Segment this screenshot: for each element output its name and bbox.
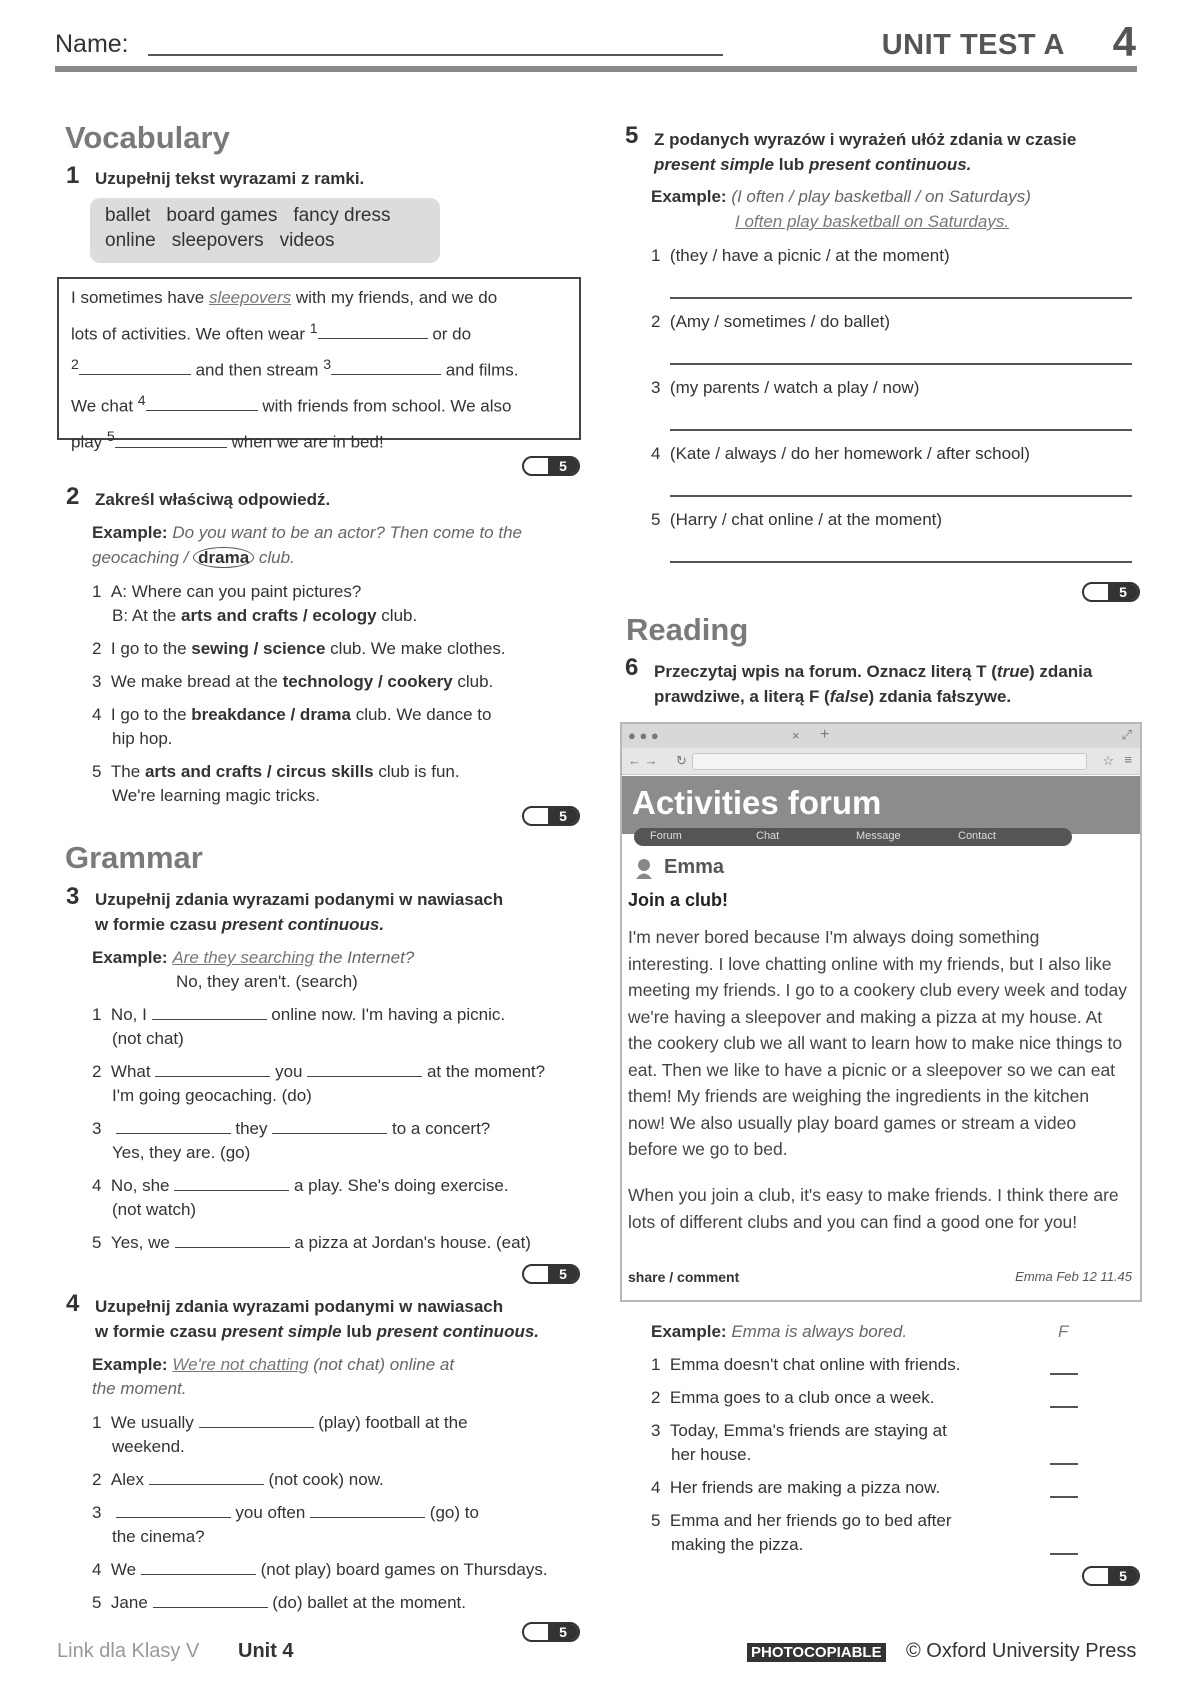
ex6-instruction-l2	[654, 684, 1011, 709]
score-box[interactable]	[522, 456, 580, 476]
tf-answer-gap[interactable]	[1050, 1496, 1078, 1498]
item-text: Jane	[110, 1593, 148, 1612]
item-text: online now. I'm having a picnic.	[271, 1005, 506, 1024]
choice-options[interactable]: breakdance / drama	[191, 705, 351, 724]
instruction-text: prawdziwe, a literą F (	[654, 687, 830, 706]
word: sleepovers	[171, 230, 264, 251]
text: and films.	[441, 360, 519, 380]
name-label: Name:	[55, 30, 129, 58]
ex4-item-4	[92, 1558, 548, 1582]
item-number: 3	[92, 1119, 102, 1138]
text: I sometimes have	[71, 288, 209, 307]
answer-gap[interactable]	[116, 1517, 231, 1518]
answer-gap[interactable]	[199, 1427, 314, 1428]
item-number: 1	[92, 1413, 102, 1432]
ex5-example-line2	[735, 210, 1009, 234]
name-line	[148, 54, 723, 56]
item-text: club. We make clothes.	[325, 639, 506, 658]
example-text: (not chat) online at	[308, 1355, 455, 1374]
ex6-number: 6	[625, 654, 639, 681]
example-label: Example:	[92, 523, 168, 542]
instruction-text: Przeczytaj wpis na forum. Oznacz literą T (	[654, 662, 997, 681]
item-text: you	[275, 1062, 303, 1081]
item-number: 1	[651, 246, 661, 265]
item-text: Emma and her friends go to bed after	[669, 1511, 952, 1530]
nav-forum[interactable]: Forum	[650, 830, 682, 842]
forum-banner	[622, 776, 1140, 834]
ex2-example-line2	[92, 546, 295, 570]
item-text: Emma doesn't chat online with friends.	[669, 1355, 961, 1374]
ex4-item-1b: weekend.	[112, 1437, 185, 1456]
item-number: 2	[651, 1388, 661, 1407]
photocopiable-badge: PHOTOCOPIABLE	[747, 1643, 886, 1662]
item-number: 3	[651, 1421, 661, 1440]
reading-title: Reading	[626, 612, 749, 647]
word: videos	[279, 230, 335, 251]
item-text: We usually	[110, 1413, 194, 1432]
item-text: club is fun.	[373, 762, 460, 781]
forum-nav	[634, 828, 1072, 846]
item-text: Alex	[110, 1470, 144, 1489]
nav-contact[interactable]: Contact	[958, 830, 996, 842]
example-label: Example:	[651, 1322, 727, 1341]
post-paragraph-1: I'm never bored because I'm always doing something interesting. I love chatting online with my friends, but I also like meeting my friends. I go to a cookery club every week and today we're having a sleepover and making a pizza at my house. At the cookery club we all want to learn how to make nice things to eat. Then we like to have a picnic or a sleepover so we can eat them! My friends are weighing the ingredients in the kitchen now! We also usually play board games or stream a video before we go to bed.	[628, 927, 1128, 1159]
forum-title: Activities forum	[632, 784, 882, 821]
ex2-item-2	[92, 637, 506, 661]
window-controls-icon[interactable]: ● ● ●	[628, 728, 659, 743]
answer-gap[interactable]	[174, 1190, 289, 1191]
post-paragraph-2: When you join a club, it's easy to make friends. I think there are lots of different clubs and you can find a good one for you!	[628, 1185, 1119, 1232]
ex6-item-5	[651, 1509, 952, 1533]
ex3-item-5	[92, 1231, 531, 1255]
ex5-item-1	[651, 244, 950, 268]
ex3-item-4	[92, 1174, 509, 1198]
item-number: 4	[651, 444, 661, 463]
ex5-item-3	[651, 376, 919, 400]
item-number: 2	[92, 639, 102, 658]
answer-line[interactable]	[670, 297, 1132, 299]
text: with friends from school. We also	[257, 396, 512, 416]
gap-4[interactable]	[146, 410, 258, 411]
answer-gap[interactable]	[153, 1607, 268, 1608]
score-value: 5	[548, 1624, 578, 1640]
item-text: (do) ballet at the moment.	[272, 1593, 466, 1612]
ex4-item-3b: the cinema?	[112, 1527, 205, 1546]
word: online	[105, 230, 156, 251]
answer-gap[interactable]	[116, 1133, 231, 1134]
ex3-item-1	[92, 1003, 505, 1027]
score-box[interactable]	[522, 1622, 580, 1642]
example-answer: I often play basketball on Saturdays.	[735, 212, 1010, 231]
gap-1[interactable]	[318, 338, 428, 339]
item-text: (go) to	[429, 1503, 479, 1522]
item-text: The	[110, 762, 145, 781]
item-text: to a concert?	[391, 1119, 491, 1138]
ex1-instruction: Uzupełnij tekst wyrazami z ramki.	[95, 169, 365, 188]
instruction-text: present continuous.	[376, 1322, 540, 1341]
post-subject: Join a club!	[628, 890, 729, 910]
item-text: club.	[376, 606, 418, 625]
ex5-item-5	[651, 508, 942, 532]
tf-answer-gap[interactable]	[1050, 1406, 1078, 1408]
example-answer: sleepovers	[208, 288, 292, 307]
ex1-text-box	[57, 277, 581, 452]
post-timestamp: Emma Feb 12 11.45	[1015, 1269, 1132, 1284]
ex3-instruction-l1: Uzupełnij zdania wyrazami podanymi w nawiasach	[95, 890, 504, 909]
ex1-number: 1	[66, 162, 80, 189]
grammar-title: Grammar	[65, 840, 203, 875]
item-text: (they / have a picnic / at the moment)	[669, 246, 950, 265]
ex6-item-1	[651, 1353, 960, 1377]
unit-number: 4	[1112, 18, 1136, 65]
ex3-item-2	[92, 1060, 545, 1084]
ex4-instruction-l2	[95, 1319, 539, 1344]
item-number: 4	[651, 1478, 661, 1497]
ex4-item-1	[92, 1411, 468, 1435]
item-text: No, I	[110, 1005, 147, 1024]
url-field[interactable]	[692, 753, 1087, 770]
item-text: B: At the	[112, 606, 181, 625]
close-tab-icon[interactable]: ×	[792, 728, 800, 743]
answer-gap[interactable]	[175, 1247, 290, 1248]
item-number: 3	[651, 378, 661, 397]
example-text: the moment.	[92, 1379, 187, 1398]
score-value: 5	[548, 808, 578, 824]
ex6-item-4	[651, 1476, 940, 1500]
example-text: the Internet?	[314, 948, 415, 967]
example-text: Emma is always bored.	[731, 1322, 908, 1341]
ex5-number: 5	[625, 122, 639, 149]
choice-options[interactable]: sewing / science	[191, 639, 326, 658]
tf-answer-gap[interactable]	[1050, 1373, 1078, 1375]
item-number: 4	[92, 1560, 102, 1579]
text: play	[71, 432, 107, 452]
instruction-text: ) zdania fałszywe.	[868, 687, 1012, 706]
ex3-item-2b: I'm going geocaching. (do)	[112, 1086, 312, 1105]
instruction-text: present continuous.	[808, 155, 972, 174]
example-label: Example:	[651, 187, 727, 206]
item-number: 3	[92, 672, 102, 691]
text: or do	[427, 324, 472, 344]
vocabulary-title: Vocabulary	[65, 120, 230, 155]
answer-gap[interactable]	[272, 1133, 387, 1134]
back-forward-icon[interactable]: ← →	[628, 753, 658, 768]
item-text: What	[110, 1062, 151, 1081]
star-icon[interactable]: ☆	[1102, 753, 1114, 768]
word-box	[90, 198, 440, 263]
score-box[interactable]	[1082, 582, 1140, 602]
footer-publisher: © Oxford University Press	[906, 1640, 1137, 1662]
item-text: We make bread at the	[110, 672, 283, 691]
ex6-example	[651, 1320, 907, 1344]
answer-gap[interactable]	[155, 1076, 270, 1077]
footer-unit: Unit 4	[238, 1640, 294, 1662]
ex3-number: 3	[66, 883, 80, 910]
ex4-example-line1	[92, 1353, 454, 1377]
nav-message[interactable]: Message	[856, 830, 901, 842]
ex4-example-line2	[92, 1377, 187, 1401]
example-text: geocaching /	[92, 548, 194, 567]
word: ballet	[105, 205, 151, 226]
item-number: 4	[92, 1176, 102, 1195]
ex3-item-3b: Yes, they are. (go)	[112, 1143, 251, 1162]
tf-answer-gap[interactable]	[1050, 1553, 1078, 1555]
example-label: Example:	[92, 1355, 168, 1374]
item-text: (Amy / sometimes / do ballet)	[669, 312, 891, 331]
nav-chat[interactable]: Chat	[756, 830, 780, 842]
ex3-example-line2: No, they aren't. (search)	[176, 972, 358, 991]
item-number: 4	[92, 705, 102, 724]
item-text: they	[235, 1119, 268, 1138]
ex3-example-line1	[92, 946, 414, 970]
new-tab-icon[interactable]: +	[820, 726, 830, 743]
gap-2[interactable]	[79, 374, 191, 375]
instruction-text: true	[996, 662, 1030, 681]
item-number: 2	[92, 1470, 102, 1489]
ex3-instruction-l2	[95, 912, 384, 937]
header-rule	[55, 66, 1137, 72]
ex2-item-4b: hip hop.	[112, 729, 173, 748]
share-comment-link[interactable]: share / comment	[628, 1269, 740, 1285]
item-number: 5	[92, 1233, 102, 1252]
browser-address-bar	[622, 748, 1140, 775]
item-text: A: Where can you paint pictures?	[110, 582, 362, 601]
score-value: 5	[548, 1266, 578, 1282]
ex2-item-3	[92, 670, 493, 694]
ex4-item-2	[92, 1468, 384, 1492]
ex4-item-3	[92, 1501, 479, 1525]
item-text: (play) football at the	[318, 1413, 468, 1432]
post-author: Emma	[664, 856, 725, 878]
footer-course: Link dla Klasy V	[57, 1640, 200, 1662]
instruction-text: lub	[774, 155, 809, 174]
example-answer: We're not chatting	[172, 1355, 309, 1374]
ex5-item-2	[651, 310, 890, 334]
choice-options[interactable]: arts and crafts / ecology	[181, 606, 377, 625]
item-text: I go to the	[110, 705, 192, 724]
menu-icon[interactable]: ≡	[1124, 752, 1132, 767]
ex6-instruction-l1	[654, 659, 1092, 684]
ex2-item-5b: We're learning magic tricks.	[112, 786, 320, 805]
ex6-item-5b: making the pizza.	[671, 1535, 804, 1554]
item-text: at the moment?	[426, 1062, 546, 1081]
item-number: 5	[92, 762, 102, 781]
instruction-text: present simple	[654, 155, 774, 174]
ex2-number: 2	[66, 483, 80, 510]
tf-answer-gap[interactable]	[1050, 1463, 1078, 1465]
item-text: Her friends are making a pizza now.	[669, 1478, 941, 1497]
score-box[interactable]	[522, 806, 580, 826]
ex4-instruction-l1: Uzupełnij zdania wyrazami podanymi w nawiasach	[95, 1297, 504, 1316]
text: We chat	[71, 396, 138, 416]
item-number: 5	[651, 1511, 661, 1530]
item-text: I go to the	[110, 639, 192, 658]
item-text: We	[110, 1560, 137, 1579]
text: when we are in bed!	[226, 432, 384, 452]
ex3-item-4b: (not watch)	[112, 1200, 197, 1219]
ex6-item-2	[651, 1386, 935, 1410]
answer-line[interactable]	[670, 495, 1132, 497]
item-number: 3	[92, 1503, 102, 1522]
text: with my friends, and we do	[291, 288, 498, 307]
item-text: (my parents / watch a play / now)	[669, 378, 920, 397]
item-text: No, she	[110, 1176, 170, 1195]
ex2-item-5	[92, 760, 460, 784]
ex2-item-4	[92, 703, 491, 727]
example-text: club.	[254, 548, 295, 567]
item-number: 5	[651, 510, 661, 529]
example-label: Example:	[92, 948, 168, 967]
instruction-text: w formie czasu	[95, 1322, 222, 1341]
answer-gap[interactable]	[307, 1076, 422, 1077]
example-text: Do you want to be an actor? Then come to the	[172, 523, 522, 542]
item-number: 1	[92, 1005, 102, 1024]
circled-answer: drama	[193, 547, 254, 568]
word: board games	[166, 205, 278, 226]
ex2-item-1	[92, 580, 361, 604]
item-number: 1	[651, 1355, 661, 1374]
text: lots of activities. We often wear	[71, 324, 310, 344]
choice-options[interactable]: arts and crafts / circus skills	[144, 762, 374, 781]
ex6-example-answer: F	[1058, 1322, 1069, 1341]
ex5-instruction-l1: Z podanych wyrazów i wyrażeń ułóż zdania w czasie	[654, 130, 1077, 149]
item-number: 1	[92, 582, 102, 601]
instruction-text: ) zdania	[1029, 662, 1093, 681]
score-box[interactable]	[522, 1264, 580, 1284]
gap-number: 2	[71, 356, 79, 373]
score-value: 5	[1108, 584, 1138, 600]
instruction-text: lub	[341, 1322, 377, 1341]
ex5-example-line1	[651, 185, 1031, 209]
score-value: 5	[1108, 1568, 1138, 1584]
ex4-item-5	[92, 1591, 466, 1615]
item-text: Emma goes to a club once a week.	[669, 1388, 935, 1407]
item-text: a play. She's doing exercise.	[293, 1176, 509, 1195]
choice-options[interactable]: technology / cookery	[282, 672, 453, 691]
ex3-item-1b: (not chat)	[112, 1029, 184, 1048]
ex4-number: 4	[66, 1290, 80, 1317]
ex6-item-3	[651, 1419, 947, 1443]
item-text: club. We dance to	[350, 705, 492, 724]
instruction-text: present simple	[221, 1322, 342, 1341]
unit-title: UNIT TEST A	[881, 29, 1065, 61]
instruction-text: false	[829, 687, 869, 706]
text: and then stream	[190, 360, 324, 380]
score-value: 5	[548, 458, 578, 474]
ex3-item-3	[92, 1117, 490, 1141]
gap-number: 5	[106, 428, 115, 445]
instruction-text: w formie czasu	[95, 915, 222, 934]
ex2-example-line1	[92, 521, 522, 545]
browser-tab-bar	[622, 724, 1140, 748]
gap-5[interactable]	[115, 447, 227, 448]
word: fancy dress	[293, 205, 391, 226]
answer-gap[interactable]	[310, 1517, 425, 1518]
item-text: Today, Emma's friends are staying at	[669, 1421, 947, 1440]
answer-gap[interactable]	[152, 1019, 267, 1020]
user-avatar-icon	[634, 858, 654, 880]
answer-line[interactable]	[670, 561, 1132, 563]
gap-number: 4	[137, 392, 146, 409]
score-box[interactable]	[1082, 1566, 1140, 1586]
item-number: 5	[92, 1593, 102, 1612]
ex6-item-3b: her house.	[671, 1445, 752, 1464]
answer-line[interactable]	[670, 363, 1132, 365]
forum-window	[620, 722, 1142, 1302]
item-text: (Harry / chat online / at the moment)	[669, 510, 943, 529]
expand-icon[interactable]: ⤢	[1121, 727, 1132, 742]
answer-gap[interactable]	[149, 1484, 264, 1485]
answer-gap[interactable]	[141, 1574, 256, 1575]
gap-3[interactable]	[331, 374, 441, 375]
item-text: you often	[235, 1503, 306, 1522]
ex2-instruction: Zakreśl właściwą odpowiedź.	[95, 490, 331, 509]
item-text: (Kate / always / do her homework / after school)	[669, 444, 1030, 463]
item-text: (not play) board games on Thursdays.	[260, 1560, 548, 1579]
example-text: (I often / play basketball / on Saturdays)	[731, 187, 1031, 206]
reload-icon[interactable]: ↻	[676, 753, 687, 768]
example-answer: Are they searching	[172, 948, 315, 967]
item-text: (not cook) now.	[268, 1470, 384, 1489]
instruction-text: present continuous.	[221, 915, 385, 934]
ex5-instruction-l2	[654, 152, 971, 177]
answer-line[interactable]	[670, 429, 1132, 431]
item-number: 2	[92, 1062, 102, 1081]
ex2-item-1b	[112, 604, 417, 628]
item-text: club.	[452, 672, 494, 691]
item-text: Yes, we	[110, 1233, 170, 1252]
item-number: 2	[651, 312, 661, 331]
item-text: a pizza at Jordan's house. (eat)	[294, 1233, 531, 1252]
gap-number: 3	[323, 356, 332, 373]
gap-number: 1	[309, 320, 318, 337]
ex5-item-4	[651, 442, 1030, 466]
